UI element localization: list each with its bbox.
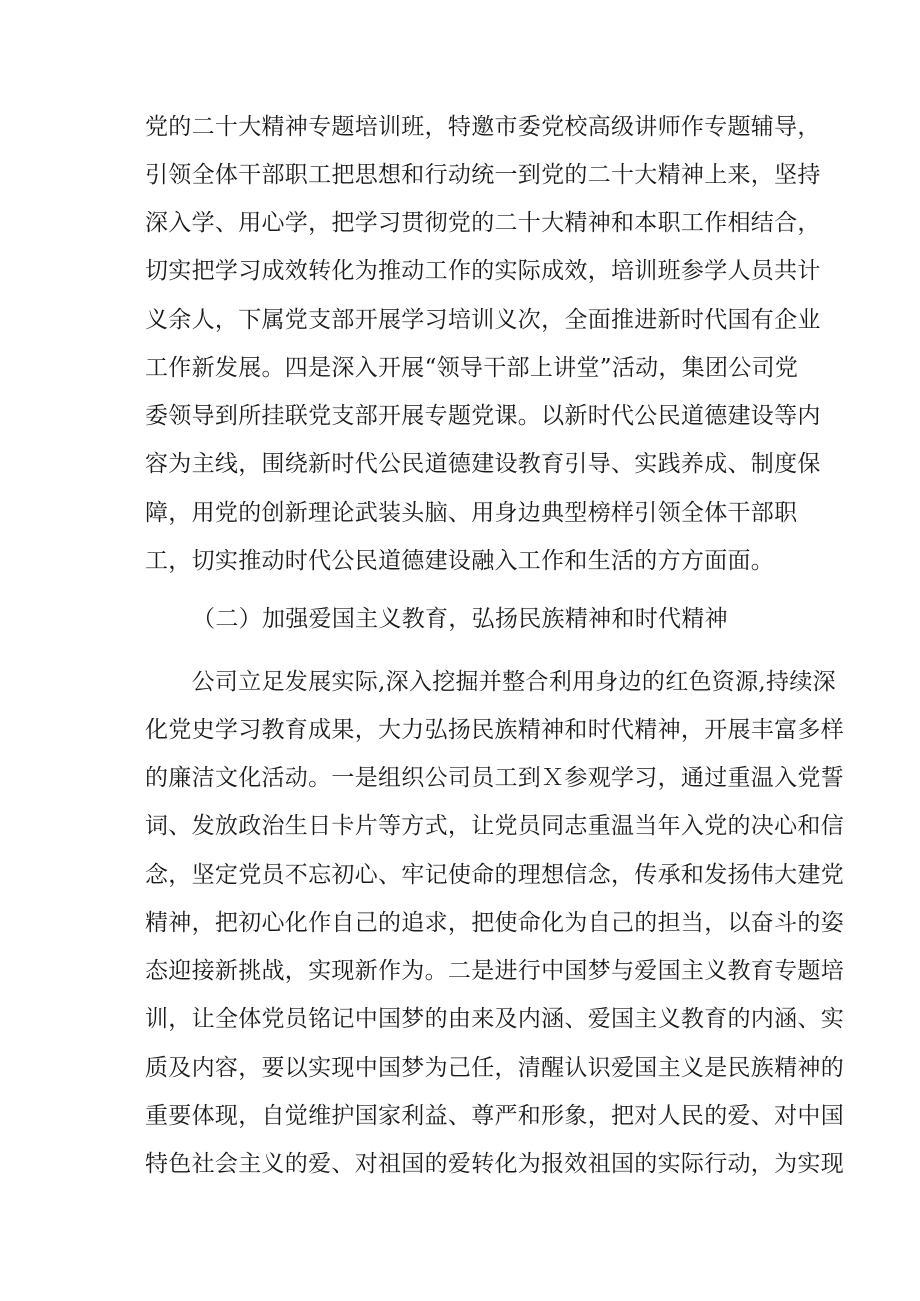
- paragraph-line: 工，切实推动时代公民道德建设融入工作和生活的方方面面。: [145, 548, 775, 574]
- paragraph-line: 委领导到所挂联党支部开展专题党课。以新时代公民道德建设等内: [145, 403, 821, 429]
- paragraph-line: 质及内容，要以实现中国梦为己任，清醒认识爱国主义是民族精神的: [145, 1055, 844, 1081]
- paragraph-line: 的廉洁文化活动。一是组织公司员工到Ｘ参观学习，通过重温入党誓: [145, 765, 844, 791]
- paragraph-line: 词、发放政治生日卡片等方式，让党员同志重温当年入党的决心和信: [145, 813, 844, 839]
- paragraph-line: 引领全体干部职工把思想和行动统一到党的二十大精神上来，坚持: [145, 162, 821, 188]
- paragraph-line: 工作新发展。四是深入开展“领导干部上讲堂”活动，集团公司党: [145, 355, 799, 381]
- paragraph-line: 重要体现，自觉维护国家利益、尊严和形象，把对人民的爱、对中国: [145, 1103, 844, 1129]
- paragraph-line: 特色社会主义的爱、对祖国的爱转化为报效祖国的实际行动，为实现: [145, 1151, 844, 1177]
- section-heading: （二）加强爱国主义教育，弘扬民族精神和时代精神: [192, 606, 728, 632]
- paragraph-line: 党的二十大精神专题培训班，特邀市委党校高级讲师作专题辅导，: [145, 114, 821, 140]
- paragraph-line: 态迎接新挑战，实现新作为。二是进行中国梦与爱国主义教育专题培: [145, 958, 844, 984]
- paragraph-line: 化党史学习教育成果，大力弘扬民族精神和时代精神，开展丰富多样: [145, 717, 844, 743]
- paragraph-line: 义余人，下属党支部开展学习培训义次，全面推进新时代国有企业: [145, 307, 821, 333]
- paragraph-line: 容为主线，围绕新时代公民道德建设教育引导、实践养成、制度保: [145, 451, 821, 477]
- paragraph-line: 训，让全体党员铭记中国梦的由来及内涵、爱国主义教育的内涵、实: [145, 1006, 844, 1032]
- paragraph-line: 障，用党的创新理论武装头脑、用身边典型榜样引领全体干部职: [145, 500, 798, 526]
- paragraph-line: 念，坚定党员不忘初心、牢记使命的理想信念，传承和发扬伟大建党: [145, 862, 844, 888]
- paragraph-line: 精神，把初心化作自己的追求，把使命化为自己的担当，以奋斗的姿: [145, 910, 844, 936]
- paragraph-line: 深入学、用心学，把学习贯彻党的二十大精神和本职工作相结合，: [145, 210, 821, 236]
- paragraph-line: 公司立足发展实际,深入挖掘并整合利用身边的红色资源,持续深: [145, 669, 836, 695]
- paragraph-line: 切实把学习成效转化为推动工作的实际成效，培训班参学人员共计: [145, 258, 821, 284]
